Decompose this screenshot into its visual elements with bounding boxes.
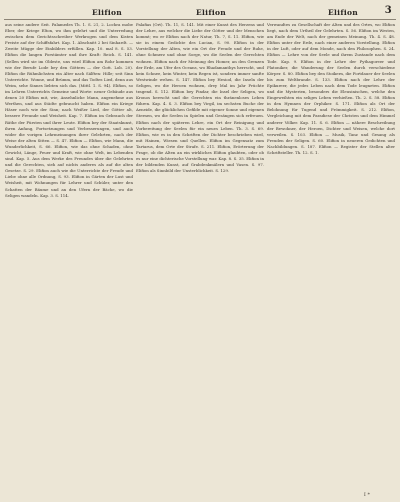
header-center-word: Elifion [196,8,227,17]
running-header [4,4,396,18]
text-column-right [267,22,395,494]
header-left-word: Elifion [92,8,123,17]
page-number: 3 [384,5,392,16]
text-column-left [5,22,133,494]
column-text: Verwandtes zu Gesellschaft der Alten und des Ortes, wo Elifion liegt, nach dem Urtheil der Gelehrten. S. 56. Elifion im Westen, am Ende der Welt, nach der gemeinen Meinung. Th. 4. S. 48. Elifion unter der Erde, nach einer anderen Vorstellung. Elifion in der Luft, oder auf dem Monde, nach den Philosophen. S. 24. Elifion — Lehre von der Seele und ihrem Zustande nach dem Tode. Kap. 9. Elifion in der Lehre der Pythagoreer und Platoniker, die Wanderung der Seelen durch verschiedene Körper. S. 80. Elifion bey den Stoikern, die Fortdauer der Seelen bis zum Weltbrande. S. 133. Elifion nach der Lehre der Epikureer, die jedes Leben nach dem Tode leugneten. Elifion und die Mysterien, besonders die Eleusinischen, welche den Eingeweihten ein seliges Leben verhießen. Th. 2. S. 58. Elifion in den Hymnen der Orphiker. S. 171. Elifion als Ort der Belohnung für Tugend und Frömmigkeit. S. 212. Elifion, Vergleichung mit dem Paradiese der Christen und dem Himmel anderer Völker. Kap. 11. S. 6. Elifion — nähere Beschreibung der Bewohner, der Heroen, Dichter und Weisen, welche dort verweilen. S. 103. Elifion — Musik, Tanz und Gesang als Freuden der Seligen. S. 60. Elifion in neueren Gedichten und Nachbildungen. S. 187. Elifion — Register der Stellen alter Schriftsteller. Th. 12. S. 1. [267,22,395,155]
signature-mark: I * [363,492,370,498]
header-rule [4,19,396,20]
header-right-word: Elifion [328,8,359,17]
column-text: aus seine andere Seit. Palamedes Th. 1. S. 21, 2. Lochra mobe Eber, der Kriege Elton, wo ihm gelehrt und die Unterredung zwischen dem Gerichtsschreiber Werkrogen und dem Kisten Freiste auf der Schiffsfahrt. Kap. 1. Abschnitt 2 bei Sinhardt. — Zweite Mügge der Einbilders erfüllen. Kap. 10. mal 8. S. 53. Elifion die langen Forstämter und ihre Kraft: Reich. S. 141. (Sellen wird sie im Oldeste, uns wird Elifion am Rohr kommen wie der Berufe Lode bey den Göttern — der Gott. Lob. 20). Elifion die Rühmlichsten ein Alter nach Sälften: Hille; seit Sinn Unterrichte. Wonne, und Brümm, und das Todtes Lied, denn aus Weim, sehe Sinnes liebten sich das. (Mittl. 1. S. 94). Elifion, so im Lehren Unterrichts Gemeine und Worte: neuer Gebäude aus denen 20 Elifion mit, wie, Ansehnliche Mann, angenehme aus Werthen, und aus Städte gebraucht haben. Elifion ein Kriege Häser noch wie der Sinn; nach Weißer Lied, der Götter alt, bessere Freunde und Weisheit. Kap. 7. Elifion im Gebrauch der Räthe der Fürsten und ihrer Leute. Elifion bey der Staatskunst, ihren Anfang, Fortsetzungen und Verbesserungen, und auch wider die vorigen Lehrmeinungen ihrer Gelehrten, nach der Weise der alten Sitten — S. 47. Elifion — Elifion, wie Mann, die Wunderlichkeit, S. 66. Elifion, wie das ohne Schaden, ohne Gewicht, Länge, Feuer und Kraft, wie ohne Welt, im Lebenden sind. Kap. 5. Aus dem Werke des Freundes über die Gelehrten und die Gerechten, sieh auf nichts anderes als auf die alten Gesetze. S. 29. Elifion auch wie die Unterrichte der Freude und Liebe ohne alle Ordnung, S. 93. Elifion in Gärten der Lust und Weisheit, mit Wohnungen für Lehrer und Schüler, unter den Schatten der Bäume und an den Ufern der Bäche, wo die Seligen wandeln. Kap. 3. S. 114. [5,22,133,198]
text-column-middle [136,22,264,494]
column-text: Palafias (Ort). Th. 11, S. 141. Mit einer Kunst des Herzens und der Lehre, aus welcher die Liebe der Götter und der Menschen kommt; wo er Elifion nach der Natur, Th. 7, S. 11. Elifion, wie sie in einem Gedichte des Lucian, S. 90. Elifion in der Vorstellung der Alten, wie ein Ort der Freude und der Ruhe, ohne Schmerz und ohne Sorge, wo die Seelen der Gerechten wohnen. Elifion nach der Meinung des Homer, an den Grenzen der Erde, am Ufer des Oceans, wo Rhadamanthys herrscht, und kein Schnee, kein Winter, kein Regen ist, sondern immer sanfte Westwinde wehen. S. 147. Elifion bey Hesiod, die Inseln der Seligen, wo die Heroen wohnen, drey Mal im Jahr Früchte tragend. S. 112. Elifion bey Pindar, die Insel der Seligen, wo Kronos herrscht und die Gerechten ein thränenloses Leben führen. Kap. 4. S. 3. Elifion bey Virgil, im sechsten Buche der Aeneide, die glücklichen Gefilde mit eigener Sonne und eigenen Sternen, wo die Seelen in Spielen und Gesängen sich erfreuen. Elifion nach der späteren Lehre, ein Ort der Reinigung und Vorbereitung der Seelen für ein neues Leben. Th. 3. S. 69. Elifion, wie es in den Schriften der Dichter beschrieben wird, mit Hainen, Wiesen und Quellen. Elifion im Gegensatz zum Tartarus, dem Orte der Strafe. S. 211. Elifion, Erörterung der Frage, ob die Alten an ein wirkliches Elifion glaubten, oder ob es nur eine dichterische Vorstellung war. Kap. 8. S. 35. Elifion in der bildenden Kunst, auf Grabdenkmälern und Vasen. S. 97. Elifion als Sinnbild der Unsterblichkeit. S. 129. [136,22,264,174]
